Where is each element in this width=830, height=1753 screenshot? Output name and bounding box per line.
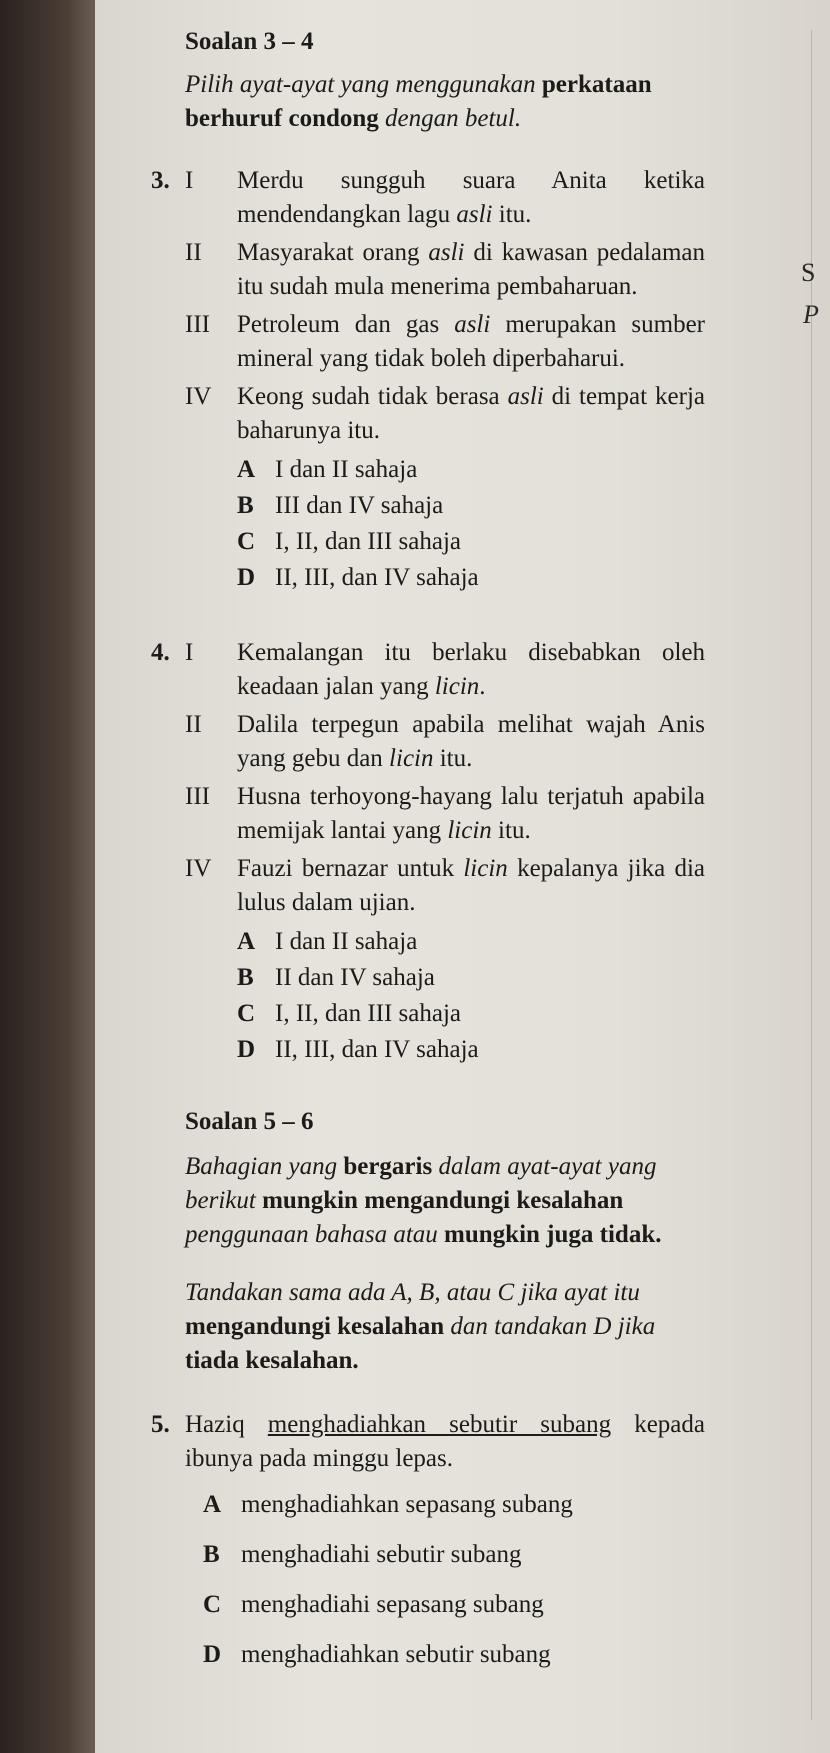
- option-text: II, III, dan IV sahaja: [275, 564, 479, 591]
- instr-part: mungkin juga tidak.: [444, 1221, 662, 1248]
- instruction-5-6-p2: [185, 1276, 705, 1378]
- book-spine-shadow: [0, 0, 95, 1753]
- option-text: II, III, dan IV sahaja: [275, 1036, 479, 1063]
- instruction-5-6-p1: [185, 1150, 705, 1252]
- statement-ii: [185, 236, 705, 304]
- italic-word: asli: [428, 239, 465, 266]
- statement-numeral: II: [185, 711, 202, 738]
- option-text: II dan IV sahaja: [275, 964, 435, 991]
- option-letter: B: [237, 964, 254, 991]
- section-heading-5-6: Soalan 5 – 6: [185, 1108, 314, 1135]
- question-number: 3.: [151, 167, 170, 194]
- statement-numeral: IV: [185, 855, 212, 882]
- question-number: 5.: [151, 1411, 170, 1438]
- option-c[interactable]: [237, 524, 705, 560]
- option-letter: A: [237, 456, 256, 483]
- option-letter: D: [203, 1641, 222, 1668]
- option-d[interactable]: [203, 1630, 705, 1680]
- statement-numeral: III: [185, 311, 210, 338]
- instr-part: mengandungi kesalahan: [185, 1313, 445, 1340]
- statement-numeral: IV: [185, 383, 212, 410]
- section-5-6: [185, 1108, 705, 1378]
- statement-ii: [185, 708, 705, 776]
- instr-part: penggunaan bahasa atau: [185, 1221, 438, 1248]
- option-letter: D: [237, 564, 256, 591]
- statement-numeral: 4. I: [151, 636, 237, 704]
- option-b[interactable]: [237, 960, 705, 996]
- statement-text: Dalila terpegun apabila melihat wajah Anis yang gebu dan licin itu.: [237, 711, 705, 772]
- option-letter: D: [237, 1036, 256, 1063]
- statement-text: Fauzi bernazar untuk licin kepalanya jika dia lulus dalam ujian.: [237, 855, 705, 916]
- statement-text: Petroleum dan gas asli merupakan sumber mineral yang tidak boleh diperbaharui.: [237, 311, 705, 372]
- statement-numeral: II: [185, 239, 202, 266]
- statement-text: Husna terhoyong-hayang lalu terjatuh apabila memijak lantai yang licin itu.: [237, 783, 705, 844]
- instr-part: Tandakan sama ada A, B, atau C jika ayat itu: [185, 1279, 640, 1306]
- instr-part: tiada kesalahan.: [185, 1347, 359, 1374]
- option-letter: B: [237, 492, 254, 519]
- italic-word: licin: [389, 745, 434, 772]
- option-letter: B: [203, 1541, 220, 1568]
- statement-numeral: 3. I: [151, 164, 237, 232]
- margin-letter-s: S: [801, 258, 816, 287]
- option-a[interactable]: [237, 452, 705, 488]
- question-number: 4.: [151, 639, 170, 666]
- option-c[interactable]: [237, 996, 705, 1032]
- italic-word: licin: [434, 673, 480, 700]
- question-4: [151, 636, 705, 1068]
- option-text: menghadiahi sepasang subang: [241, 1591, 544, 1618]
- statement-text: Merdu sungguh suara Anita ketika mendendangkan lagu asli itu.: [237, 167, 705, 228]
- option-d[interactable]: [237, 1032, 705, 1068]
- italic-word: asli: [454, 311, 491, 338]
- instr-part: dengan betul.: [385, 105, 522, 132]
- italic-word: licin: [463, 855, 508, 882]
- question-5-stem: [151, 1408, 705, 1476]
- statement-text: Masyarakat orang asli di kawasan pedalaman itu sudah mula menerima pembaharuan.: [237, 239, 705, 300]
- statement-iii: [185, 308, 705, 376]
- instr-part: bergaris: [343, 1153, 433, 1180]
- statement-text: Keong sudah tidak berasa asli di tempat kerja baharunya itu.: [237, 383, 705, 444]
- option-text: I dan II sahaja: [275, 456, 418, 483]
- option-text: I dan II sahaja: [275, 928, 418, 955]
- statement-iv: [185, 380, 705, 448]
- instr-part: Pilih ayat-ayat yang menggunakan: [185, 71, 536, 98]
- option-text: menghadiahi sebutir subang: [241, 1541, 522, 1568]
- content: [151, 28, 705, 1680]
- instr-part: dan tandakan D jika: [450, 1313, 656, 1340]
- instr-part: dalam ayat-ayat yang berikut: [185, 1153, 657, 1214]
- option-text: menghadiahkan sebutir subang: [241, 1641, 551, 1668]
- option-letter: C: [203, 1591, 222, 1618]
- italic-word: asli: [507, 383, 544, 410]
- section-heading-3-4: Soalan 3 – 4: [185, 28, 314, 55]
- option-c[interactable]: [203, 1580, 705, 1630]
- statement-text: Kemalangan itu berlaku disebabkan oleh keadaan jalan yang licin.: [237, 639, 705, 700]
- question-5: [151, 1408, 705, 1680]
- statement-i: [151, 164, 705, 232]
- question-text: Haziq menghadiahkan sebutir subang kepada ibunya pada minggu lepas.: [185, 1411, 705, 1472]
- option-a[interactable]: [203, 1480, 705, 1530]
- italic-word: asli: [456, 201, 493, 228]
- instr-part: perkataan: [541, 71, 652, 98]
- option-text: I, II, dan III sahaja: [275, 528, 462, 555]
- italic-word: licin: [447, 817, 492, 844]
- option-text: III dan IV sahaja: [275, 492, 444, 519]
- option-letter: C: [237, 528, 256, 555]
- instr-part: berhuruf condong: [185, 105, 379, 132]
- statement-iii: [185, 780, 705, 848]
- option-text: I, II, dan III sahaja: [275, 1000, 462, 1027]
- option-text: menghadiahkan sepasang subang: [241, 1491, 573, 1518]
- option-a[interactable]: [237, 924, 705, 960]
- question-3: [151, 164, 705, 596]
- option-b[interactable]: [203, 1530, 705, 1580]
- option-letter: A: [237, 928, 256, 955]
- option-d[interactable]: [237, 560, 705, 596]
- option-letter: A: [203, 1491, 222, 1518]
- statement-i: [151, 636, 705, 704]
- instr-part: mungkin mengandungi kesalahan: [262, 1187, 624, 1214]
- option-letter: C: [237, 1000, 256, 1027]
- instruction-3-4: [185, 68, 705, 136]
- statement-iv: [185, 852, 705, 920]
- underlined-phrase: menghadiahkan sebutir subang: [267, 1411, 612, 1438]
- margin-letter-p: P: [803, 300, 819, 329]
- statement-numeral: III: [185, 783, 210, 810]
- option-b[interactable]: [237, 488, 705, 524]
- instr-part: Bahagian yang: [185, 1153, 338, 1180]
